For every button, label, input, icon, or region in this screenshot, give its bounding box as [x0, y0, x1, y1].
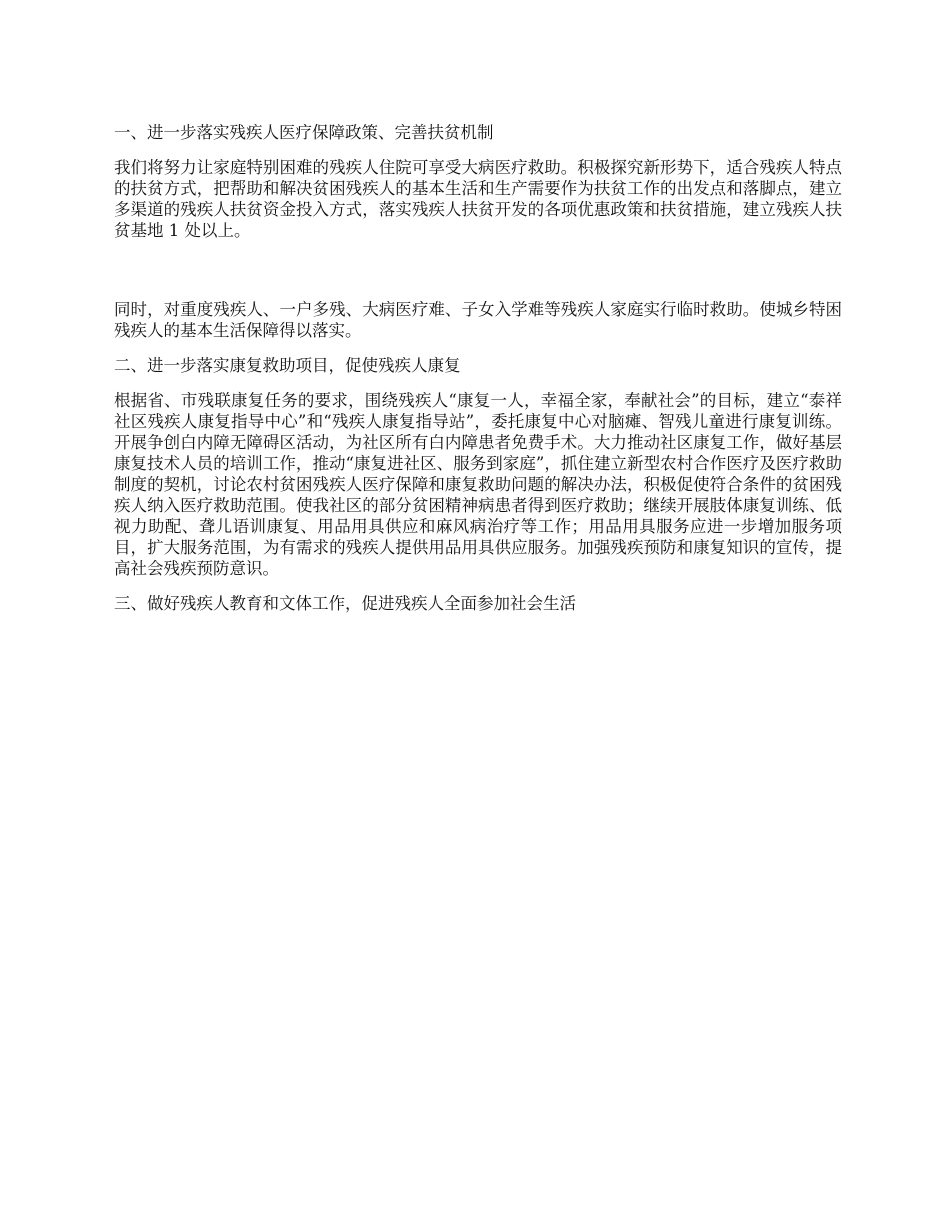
section-2-heading: 二、进一步落实康复救助项目，促使残疾人康复 — [114, 356, 461, 375]
section-1-paragraph-2: 同时，对重度残疾人、一户多残、大病医疗难、子女入学难等残疾人家庭实行临时救助。使城乡特困残疾人的基本生活保障得以落实。 — [114, 300, 842, 340]
section-1-paragraph-1: 我们将努力让家庭特别困难的残疾人住院可享受大病医疗救助。积极探究新形势下，适合残疾人特点的扶贫方式，把帮助和解决贫困残疾人的基本生活和生产需要作为扶贫工作的出发点和落脚点，建立多渠道的残疾人扶贫资金投入方式，落实残疾人扶贫开发的各项优惠政策和扶贫措施，建立残疾人扶贫基地 1 处以上。 — [114, 158, 842, 240]
section-3-heading: 三、做好残疾人教育和文体工作，促进残疾人全面参加社会生活 — [114, 594, 576, 613]
blank-spacer — [114, 255, 842, 299]
document-body — [114, 122, 842, 628]
section-1-heading: 一、进一步落实残疾人医疗保障政策、完善扶贫机制 — [114, 123, 494, 142]
section-2-paragraph-1: 根据省、市残联康复任务的要求，围绕残疾人“康复一人，幸福全家，奉献社会”的目标，建立“泰祥社区残疾人康复指导中心”和“残疾人康复指导站”，委托康复中心对脑瘫、智残儿童进行康复训练。开展争创白内障无障碍区活动，为社区所有白内障患者免费手术。大力推动社区康复工作，做好基层康复技术人员的培训工作，推动“康复进社区、服务到家庭”，抓住建立新型农村合作医疗及医疗救助制度的契机，讨论农村贫困残疾人医疗保障和康复救助问题的解决办法，积极促使符合条件的贫困残疾人纳入医疗救助范围。使我社区的部分贫困精神病患者得到医疗救助；继续开展肢体康复训练、低视力助配、聋儿语训康复、用品用具供应和麻风病治疗等工作；用品用具服务应进一步增加服务项目，扩大服务范围，为有需求的残疾人提供用品用具供应服务。加强残疾预防和康复知识的宣传，提高社会残疾预防意识。 — [114, 391, 842, 578]
